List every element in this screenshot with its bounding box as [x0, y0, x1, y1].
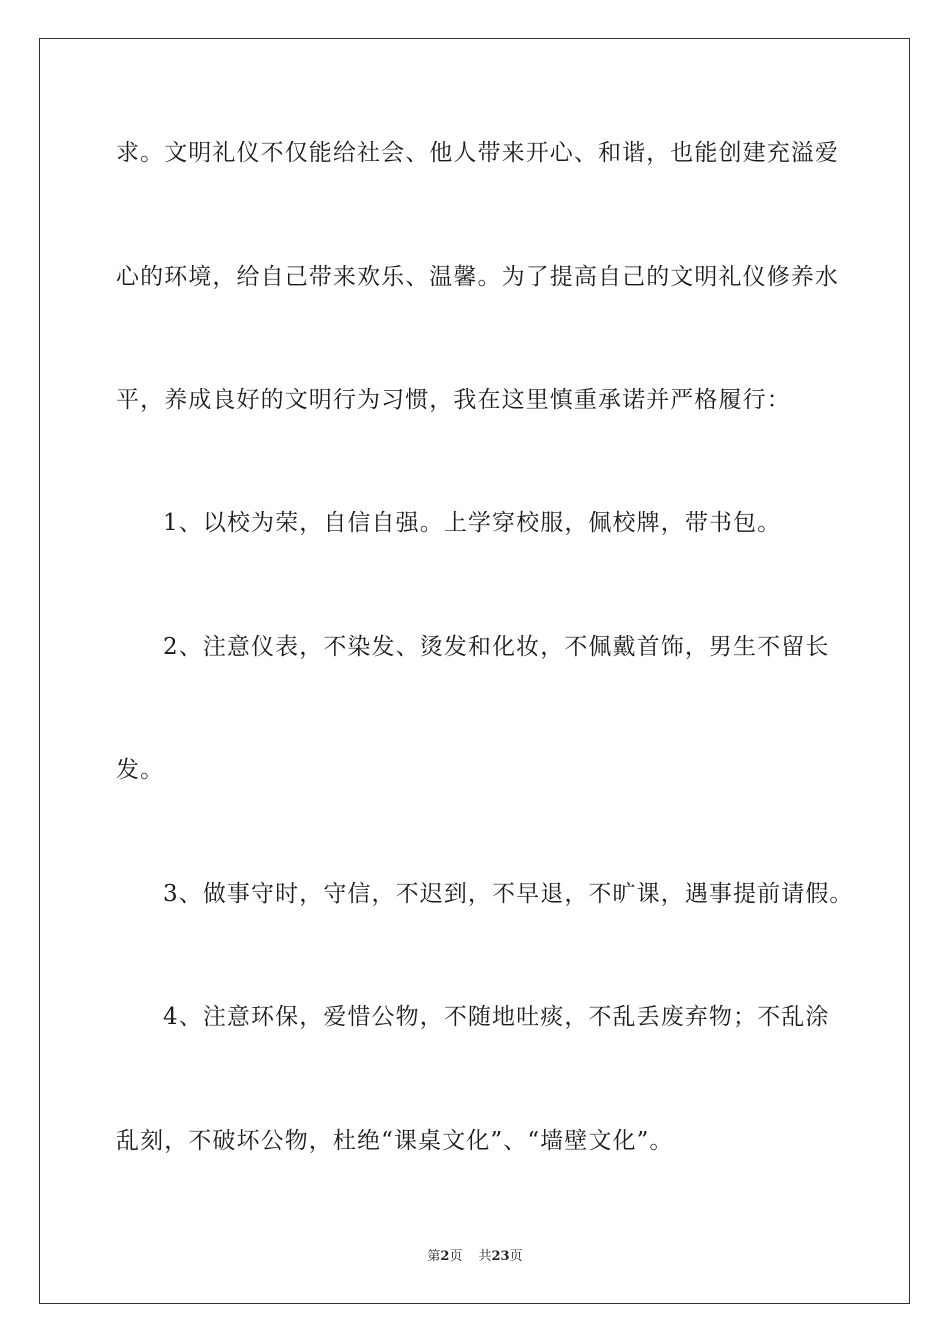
list-item-1: 1、以校为荣，自信自强。上学穿校服，佩校牌，带书包。	[163, 510, 782, 536]
footer-page-prefix: 第	[427, 1249, 441, 1264]
page-footer	[0, 1248, 950, 1266]
text-line: 乱刻，不破坏公物，杜绝“课桌文化”、“墙壁文化”。	[116, 1128, 674, 1154]
footer-page-number: 2	[440, 1249, 450, 1264]
text-line: 求。文明礼仪不仅能给社会、他人带来开心、和谐，也能创建充溢爱	[116, 140, 839, 166]
page-border	[39, 38, 910, 1304]
footer-total-pages: 23	[491, 1249, 510, 1264]
footer-total-prefix: 共	[478, 1249, 492, 1264]
list-item-3: 3、做事守时，守信，不迟到，不早退，不旷课，遇事提前请假。	[163, 881, 854, 907]
footer-total-suffix: 页	[509, 1249, 523, 1264]
text-line: 发。	[116, 757, 165, 783]
footer-page-suffix: 页	[449, 1249, 463, 1264]
text-line: 平，养成良好的文明行为习惯，我在这里慎重承诺并严格履行：	[116, 387, 791, 413]
text-line: 心的环境，给自己带来欢乐、温馨。为了提高自己的文明礼仪修养水	[116, 264, 839, 290]
list-item-4: 4、注意环保，爱惜公物，不随地吐痰，不乱丢废弃物；不乱涂	[163, 1004, 830, 1030]
list-item-2: 2、注意仪表，不染发、烫发和化妆，不佩戴首饰，男生不留长	[163, 634, 830, 660]
